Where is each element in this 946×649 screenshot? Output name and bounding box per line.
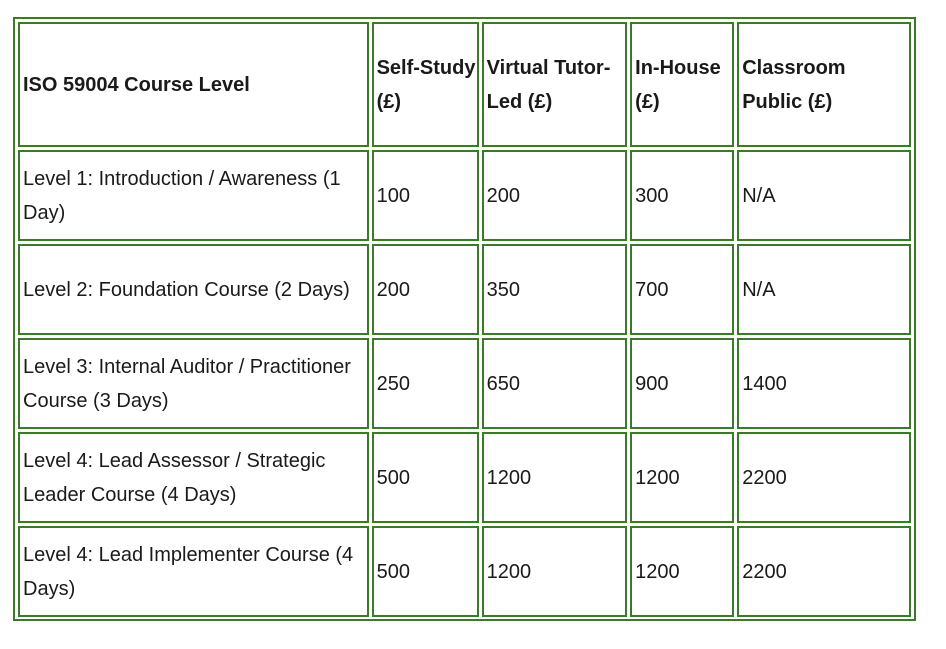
table-row — [18, 526, 911, 617]
in-house-price-cell: 1200 — [630, 432, 734, 523]
in-house-price-cell: 900 — [630, 338, 734, 429]
table-row — [18, 150, 911, 241]
course-level-cell: Level 4: Lead Implementer Course (4 Days) — [18, 526, 369, 617]
header-classroom-public: Classroom Public (£) — [737, 22, 911, 147]
in-house-price-cell: 700 — [630, 244, 734, 335]
virtual-tutor-led-price-cell: 200 — [482, 150, 627, 241]
header-self-study: Self-Study (£) — [372, 22, 479, 147]
table-row — [18, 244, 911, 335]
table-header-row — [18, 22, 911, 147]
course-pricing-table — [15, 19, 914, 620]
classroom-public-price-cell: 2200 — [737, 526, 911, 617]
classroom-public-price-cell: N/A — [737, 150, 911, 241]
virtual-tutor-led-price-cell: 1200 — [482, 526, 627, 617]
course-level-cell: Level 1: Introduction / Awareness (1 Day) — [18, 150, 369, 241]
header-virtual-tutor-led: Virtual Tutor-Led (£) — [482, 22, 627, 147]
table-row — [18, 338, 911, 429]
header-course-level: ISO 59004 Course Level — [18, 22, 369, 147]
table-row — [18, 432, 911, 523]
self-study-price-cell: 500 — [372, 432, 479, 523]
self-study-price-cell: 500 — [372, 526, 479, 617]
virtual-tutor-led-price-cell: 350 — [482, 244, 627, 335]
header-in-house: In-House (£) — [630, 22, 734, 147]
classroom-public-price-cell: 2200 — [737, 432, 911, 523]
classroom-public-price-cell: N/A — [737, 244, 911, 335]
in-house-price-cell: 300 — [630, 150, 734, 241]
course-level-cell: Level 3: Internal Auditor / Practitioner Course (3 Days) — [18, 338, 369, 429]
virtual-tutor-led-price-cell: 650 — [482, 338, 627, 429]
course-level-cell: Level 2: Foundation Course (2 Days) — [18, 244, 369, 335]
virtual-tutor-led-price-cell: 1200 — [482, 432, 627, 523]
self-study-price-cell: 200 — [372, 244, 479, 335]
self-study-price-cell: 250 — [372, 338, 479, 429]
classroom-public-price-cell: 1400 — [737, 338, 911, 429]
in-house-price-cell: 1200 — [630, 526, 734, 617]
course-pricing-table-frame — [13, 17, 916, 621]
course-level-cell: Level 4: Lead Assessor / Strategic Leader Course (4 Days) — [18, 432, 369, 523]
self-study-price-cell: 100 — [372, 150, 479, 241]
